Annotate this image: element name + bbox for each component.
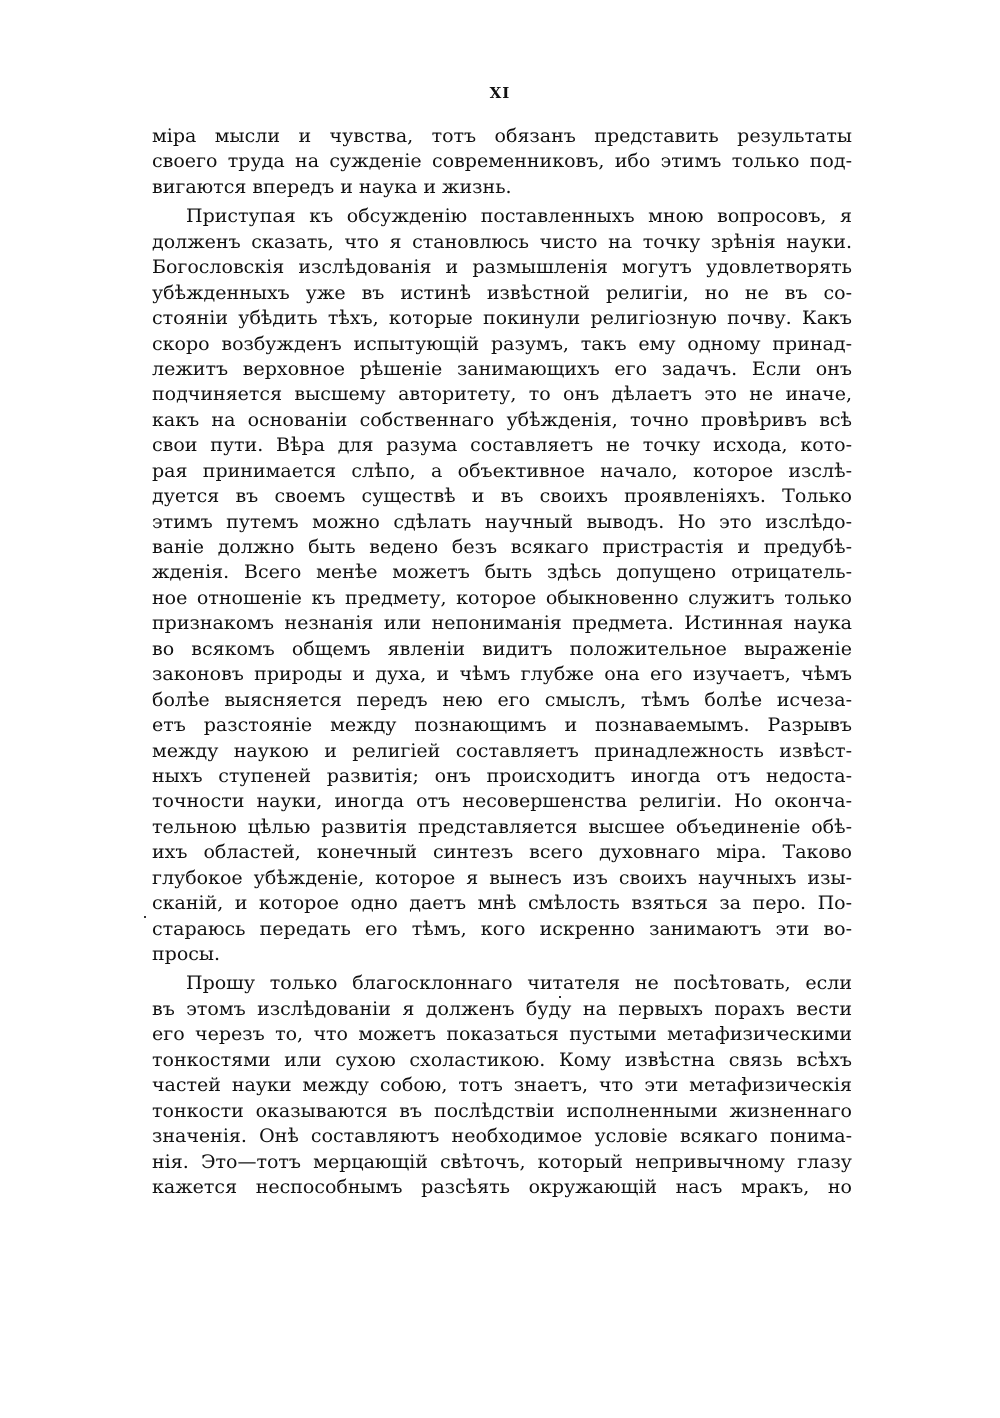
paragraph-1: [152, 124, 852, 200]
text-line: сканій, и которое одно даетъ мнѣ смѣлость взяться за перо. По-: [152, 892, 852, 915]
text-line: кажется неспособнымъ разсѣять окружающій насъ мракъ, но: [152, 1175, 852, 1198]
text-line: тельною цѣлью развитія представляется высшее объединеніе обѣ-: [152, 815, 852, 838]
text-line: ваніе должно быть ведено безъ всякаго пристрастія и предубѣ-: [152, 536, 852, 558]
text-line: ныхъ ступеней развитія; онъ происходитъ иногда отъ недоста-: [152, 764, 852, 787]
text-line: стояніи убѣдить тѣхъ, которые покинули религіозную почву. Какъ: [152, 307, 852, 330]
page-number: XI: [489, 84, 511, 102]
text-line: долженъ сказать, что я становлюсь чисто на точку зрѣнія науки.: [152, 230, 852, 253]
print-speck: [559, 996, 561, 998]
text-line: тонкости оказываются въ послѣдствіи исполненными жизненнаго: [152, 1099, 852, 1122]
text-line: глубокое убѣжденіе, которое я вынесъ изъ своихъ научныхъ изы-: [152, 866, 852, 889]
text-line: его черезъ то, что можетъ показаться пустыми метафизическими: [152, 1023, 852, 1046]
text-line: Приступая къ обсужденію поставленныхъ мною вопросовъ, я: [186, 205, 852, 228]
paragraph-3: [152, 971, 852, 1200]
text-line: болѣе выясняется передъ нею его смыслъ, тѣмъ болѣе исчеза-: [152, 688, 852, 711]
text-line: міра мысли и чувства, тотъ обязанъ представить результаты: [152, 125, 852, 147]
text-line: этимъ путемъ можно сдѣлать научный выводъ. Но это изслѣдо-: [152, 510, 852, 533]
text-line: стараюсь передать его тѣмъ, кого искренно занимаютъ эти во-: [152, 917, 852, 940]
text-line: етъ разстояніе между познающимъ и познаваемымъ. Разрывъ: [152, 714, 852, 737]
text-line: своего труда на сужденіе современниковъ, ибо этимъ только под-: [152, 150, 852, 173]
text-line: законовъ природы и духа, и чѣмъ глубже она его изучаетъ, чѣмъ: [152, 663, 852, 686]
text-line: жденія. Всего менѣе можетъ быть здѣсь допущено отрицатель-: [152, 561, 852, 584]
text-line: просы.: [152, 943, 221, 965]
text-line: ихъ областей, конечный синтезъ всего духовнаго міра. Таково: [152, 841, 852, 864]
text-line: дуется въ своемъ существѣ и въ своихъ проявленіяхъ. Только: [152, 485, 852, 508]
paragraph-2: [152, 204, 852, 967]
print-speck: [144, 916, 146, 918]
text-line: частей науки между собою, тотъ знаетъ, что эти метафизическія: [152, 1074, 852, 1097]
text-line: свои пути. Вѣра для разума составляетъ не точку исхода, кото-: [152, 434, 852, 457]
text-line: точности науки, иногда отъ несовершенства религіи. Но оконча-: [152, 790, 852, 813]
text-line: между наукою и религіей составляетъ принадлежность извѣст-: [152, 739, 852, 762]
body-text: [152, 124, 852, 1200]
text-line: какъ на основаніи собственнаго убѣжденія, точно провѣривъ всѣ: [152, 408, 852, 431]
text-line: убѣжденныхъ уже въ истинѣ извѣстной религіи, но не въ со-: [152, 281, 852, 304]
text-line: лежитъ верховное рѣшеніе занимающихъ его задачъ. Если онъ: [152, 357, 852, 380]
text-line: подчиняется высшему авторитету, то онъ дѣлаетъ это не иначе,: [152, 383, 852, 406]
text-line: Прошу только благосклоннаго читателя не посѣтовать, если: [186, 972, 852, 995]
text-line: тонкостями или сухою схоластикою. Кому извѣстна связь всѣхъ: [152, 1048, 852, 1071]
text-line: скоро возбужденъ испытующій разумъ, такъ ему одному принад-: [152, 332, 852, 355]
text-line: признакомъ незнанія или непониманія предмета. Истинная наука: [152, 612, 852, 635]
text-line: ное отношеніе къ предмету, которое обыкновенно служитъ только: [152, 586, 852, 609]
text-line: въ этомъ изслѣдованіи я долженъ буду на первыхъ порахъ вести: [152, 997, 852, 1020]
text-line: значенія. Онѣ составляютъ необходимое условіе всякаго понима-: [152, 1125, 852, 1148]
text-line: вигаются впередъ и наука и жизнь.: [152, 175, 512, 198]
text-line: рая принимается слѣпо, а объективное начало, которое изслѣ-: [152, 459, 852, 482]
text-line: Богословскія изслѣдованія и размышленія могутъ удовлетворять: [152, 256, 852, 279]
text-line: нія. Это—тотъ мерцающій свѣточъ, который непривычному глазу: [152, 1150, 852, 1173]
text-line: во всякомъ общемъ явленіи видитъ положительное выраженіе: [152, 637, 852, 660]
